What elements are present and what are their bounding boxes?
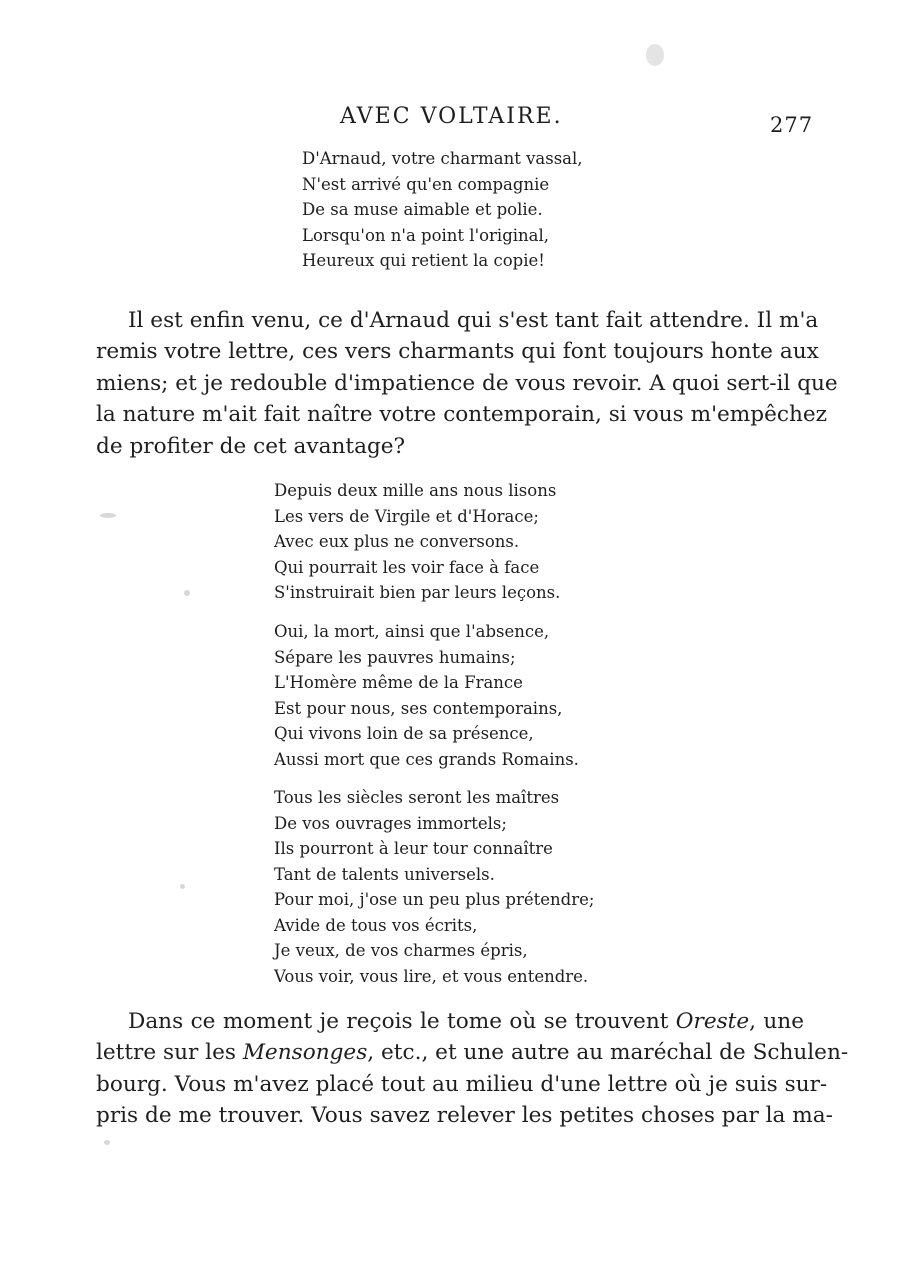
running-head: AVEC VOLTAIRE. — [340, 104, 563, 129]
verse-stanza-2 — [274, 619, 579, 772]
verse-line: Qui pourrait les voir face à face — [274, 557, 540, 577]
verse-stanza-1 — [274, 478, 560, 606]
verse-line: Oui, la mort, ainsi que l'absence, — [274, 622, 550, 641]
verse-line: De vos ouvrages immortels; — [274, 813, 507, 833]
prose-text: , etc., et une autre au maréchal de Schulen- — [367, 1040, 849, 1066]
verse-epigraph — [302, 146, 583, 274]
prose-paragraph-1 — [96, 305, 838, 462]
verse-line: Lorsqu'on n'a point l'original, — [302, 225, 550, 245]
verse-line: D'Arnaud, votre charmant vassal, — [302, 149, 583, 168]
verse-line: Aussi mort que ces grands Romains. — [274, 749, 579, 769]
prose-line: Il est enfin venu, ce d'Arnaud qui s'est tant fait attendre. Il m'a — [128, 308, 819, 333]
verse-line: Avec eux plus ne conversons. — [274, 532, 520, 551]
verse-line: L'Homère même de la France — [274, 673, 523, 692]
verse-line: Vous voir, vous lire, et vous entendre. — [274, 966, 589, 986]
verse-line: Est pour nous, ses contemporains, — [274, 698, 563, 718]
prose-line — [96, 1037, 849, 1068]
prose-text: , une — [749, 1009, 804, 1034]
paper-speck — [100, 513, 116, 518]
verse-line: N'est arrivé qu'en compagnie — [302, 174, 550, 194]
verse-line: Tous les siècles seront les maîtres — [274, 788, 560, 807]
paper-speck — [646, 44, 664, 66]
prose-line: de profiter de cet avantage? — [96, 433, 406, 459]
verse-line: Je veux, de vos charmes épris, — [274, 941, 528, 960]
verse-line: Pour moi, j'ose un peu plus prétendre; — [274, 890, 595, 909]
prose-line: pris de me trouver. Vous savez relever les petites choses par la ma- — [96, 1103, 833, 1129]
verse-line: Heureux qui retient la copie! — [302, 251, 545, 270]
prose-line: remis votre lettre, ces vers charmants qui font toujours honte aux — [96, 339, 819, 365]
prose-text: lettre sur les — [96, 1040, 243, 1066]
prose-line: miens; et je redouble d'impatience de vous revoir. A quoi sert-il que — [96, 370, 838, 396]
prose-text: Dans ce moment je reçois le tome où se trouvent — [128, 1009, 676, 1034]
verse-line: Les vers de Virgile et d'Horace; — [274, 506, 539, 526]
verse-line: Ils pourront à leur tour connaître — [274, 839, 553, 858]
prose-line — [96, 1006, 804, 1037]
prose-paragraph-2 — [96, 1006, 849, 1132]
verse-line: Depuis deux mille ans nous lisons — [274, 481, 557, 500]
verse-line: S'instruirait bien par leurs leçons. — [274, 583, 561, 602]
prose-line: la nature m'ait fait naître votre contemporain, si vous m'empêchez — [96, 402, 828, 428]
prose-line: bourg. Vous m'avez placé tout au milieu d'une lettre où je suis sur- — [96, 1071, 828, 1097]
paper-speck — [180, 884, 185, 889]
verse-line: Avide de tous vos écrits, — [274, 915, 478, 935]
work-title-mensonges: Mensonges — [242, 1040, 368, 1066]
work-title-oreste: Oreste — [675, 1009, 750, 1034]
paper-speck — [104, 1140, 110, 1145]
verse-line: Tant de talents universels. — [274, 864, 495, 884]
verse-line: Sépare les pauvres humains; — [274, 647, 516, 667]
verse-line: De sa muse aimable et polie. — [302, 200, 543, 219]
verse-line: Qui vivons loin de sa présence, — [274, 724, 534, 743]
verse-stanza-3 — [274, 785, 594, 989]
page-number: 277 — [770, 113, 814, 137]
paper-speck — [184, 590, 190, 596]
